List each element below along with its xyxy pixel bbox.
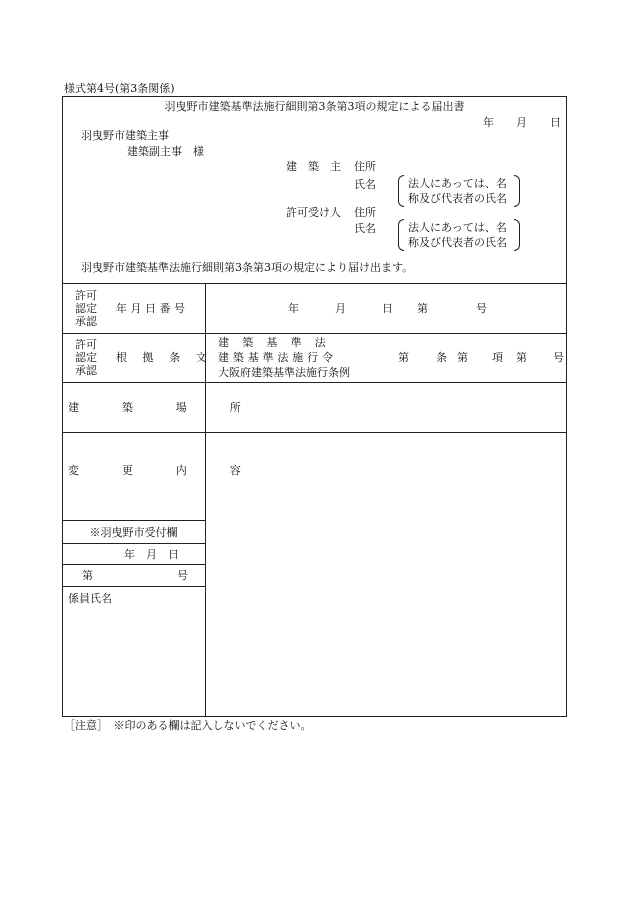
row-date-label: 年 月 日 番 号 [116,302,185,315]
owner-note-line1: 法人にあっては、名 [408,177,507,190]
owner-role: 建 築 主 [286,160,341,173]
addressee-line1: 羽曳野市建築主事 [81,129,169,142]
row-date-year: 年 [288,302,299,315]
form-number: 様式第4号(第3条関係) [64,82,175,95]
clause-go: 号 [553,351,564,364]
rule-reception-officer [62,586,205,587]
column-divider [205,283,206,717]
reception-date: 年 月 日 [124,548,179,561]
owner-bracket-left [398,175,404,207]
row-date-stack-2: 認定 [75,302,97,315]
reception-header: ※羽曳野市受付欄 [89,526,178,539]
clause-ko: 項 [492,351,503,364]
permittee-name-label: 氏名 [354,222,376,235]
permittee-note-line1: 法人にあっては、名 [408,221,507,234]
permittee-note-line2: 称及び代表者の氏名 [408,236,507,249]
owner-address-label: 住所 [354,160,376,173]
rule-top-section [62,283,567,284]
reception-dai: 第 [82,569,93,582]
addressee-line2: 建築副主事 様 [127,145,204,158]
row-date-day: 日 [382,302,393,315]
clause-dai-1: 第 [398,351,409,364]
row-basis-label: 根 拠 条 文 [116,351,213,364]
rule-row2 [62,382,567,383]
owner-note-line2: 称及び代表者の氏名 [408,192,507,205]
date-year: 年 [483,116,494,129]
law-building-standards-act: 建 築 基 準 法 [218,336,327,349]
reception-go: 号 [177,569,188,582]
owner-bracket-right [514,175,520,207]
date-month: 月 [516,116,527,129]
rule-reception-date [62,543,205,544]
clause-dai-3: 第 [516,351,527,364]
owner-name-label: 氏名 [354,178,376,191]
rule-reception-number [62,564,205,565]
date-day: 日 [550,116,561,129]
permittee-bracket-left [398,219,404,251]
row-basis-stack-3: 承認 [75,364,97,377]
reception-officer-label: 係員氏名 [68,592,112,605]
rule-row1 [62,333,567,334]
law-osaka-ordinance: 大阪府建築基準法施行条例 [218,366,350,379]
row-date-month: 月 [335,302,346,315]
rule-row3 [62,432,567,433]
row-date-stack-1: 許可 [75,289,97,302]
law-enforcement-order: 建築基準法施行令 [218,351,337,364]
permittee-bracket-right [514,219,520,251]
row-date-stack-3: 承認 [75,315,97,328]
row-date-go: 号 [476,302,487,315]
clause-dai-2: 第 [457,351,468,364]
row-date-dai: 第 [417,302,428,315]
permittee-address-label: 住所 [354,206,376,219]
clause-jo: 条 [436,351,447,364]
statement: 羽曳野市建築基準法施行細則第3条第3項の規定により届け出ます。 [81,261,414,274]
row-change-label: 変 更 内 容 [68,464,257,477]
form-title: 羽曳野市建築基準法施行細則第3条第3項の規定による届出書 [164,100,465,113]
row-site-label: 建 築 場 所 [68,401,257,414]
permittee-role: 許可受け人 [286,206,341,219]
row-basis-stack-1: 許可 [75,338,97,351]
rule-reception-top [62,520,205,521]
row-basis-stack-2: 認定 [75,351,97,364]
footer-note: ［注意］ ※印のある欄は記入しないでください。 [64,719,312,732]
